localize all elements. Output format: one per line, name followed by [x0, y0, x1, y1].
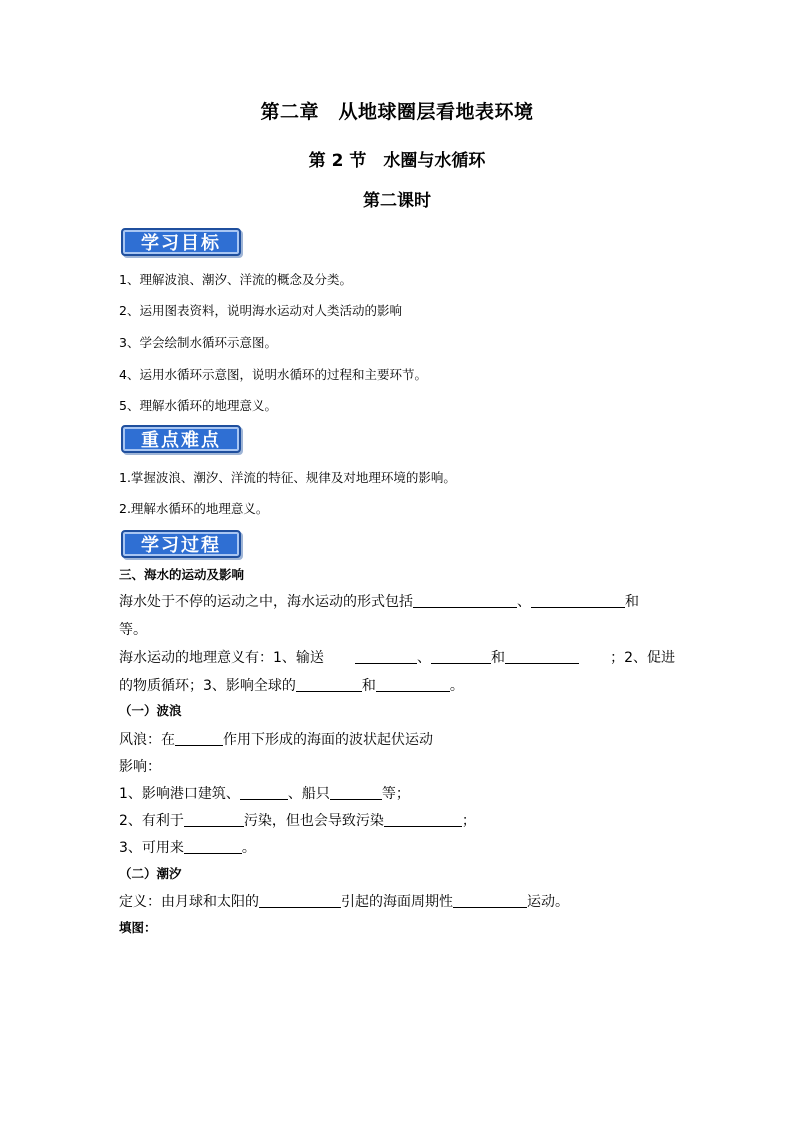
meaning-line-2: 的物质循环；3、影响全球的 和 。 — [119, 678, 464, 694]
blank — [330, 785, 382, 800]
blank — [296, 677, 362, 692]
forms-line-end: 等。 — [119, 622, 147, 638]
lesson-title: 第二课时 — [363, 191, 431, 211]
section-title: 第 2 节 水圈与水循环 — [308, 151, 486, 171]
objective-item: 2、运用图表资料，说明海水运动对人类活动的影响 — [119, 303, 402, 318]
wave-title: （一）波浪 — [119, 703, 182, 718]
impact-label: 影响： — [119, 759, 161, 775]
process-section-title: 三、海水的运动及影响 — [119, 567, 245, 582]
blank — [240, 785, 288, 800]
blank — [453, 893, 527, 908]
blank — [431, 649, 491, 664]
fill-diagram-label: 填图： — [119, 920, 157, 935]
blank — [259, 893, 341, 908]
chapter-title: 第二章 从地球圈层看地表环境 — [260, 101, 534, 123]
objectives-badge: 学习目标 — [121, 228, 241, 256]
blank — [175, 731, 223, 746]
tide-title: （二）潮汐 — [119, 866, 182, 881]
objective-item: 4、运用水循环示意图，说明水循环的过程和主要环节。 — [119, 367, 427, 382]
process-badge: 学习过程 — [121, 530, 241, 558]
blank — [531, 593, 625, 608]
blank — [376, 677, 450, 692]
blank — [505, 649, 579, 664]
tide-definition: 定义：由月球和太阳的 引起的海面周期性 运动。 — [119, 894, 569, 910]
impact-item-1: 1、影响港口建筑、 、船只 等； — [119, 786, 410, 802]
key-point-item: 1.掌握波浪、潮汐、洋流的特征、规律及对地理环境的影响。 — [119, 470, 456, 485]
meaning-line: 海水运动的地理意义有：1、输送 、 和 ；2、促进 — [119, 650, 675, 666]
blank — [355, 649, 417, 664]
key-points-badge: 重点难点 — [121, 425, 241, 453]
blank — [384, 812, 462, 827]
key-point-item: 2.理解水循环的地理意义。 — [119, 501, 269, 516]
objective-item: 1、理解波浪、潮汐、洋流的概念及分类。 — [119, 272, 352, 287]
objective-item: 5、理解水循环的地理意义。 — [119, 398, 277, 413]
objective-item: 3、学会绘制水循环示意图。 — [119, 335, 277, 350]
forms-line: 海水处于不停的运动之中，海水运动的形式包括 、 和 — [119, 594, 639, 610]
blank — [184, 839, 242, 854]
blank — [413, 593, 517, 608]
impact-item-3: 3、可用来 。 — [119, 840, 256, 856]
wind-wave-line: 风浪：在 作用下形成的海面的波状起伏运动 — [119, 732, 433, 748]
blank — [184, 812, 244, 827]
impact-item-2: 2、有利于 污染，但也会导致污染 ； — [119, 813, 476, 829]
